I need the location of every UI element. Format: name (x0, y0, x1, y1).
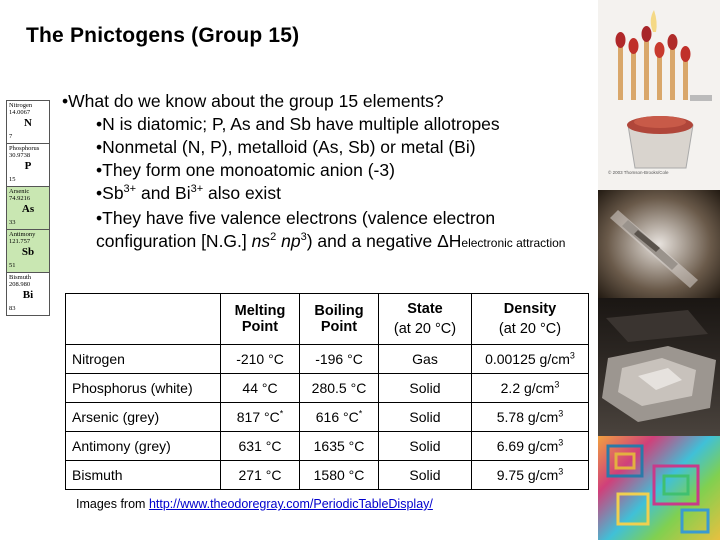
bullet-valence: •They have five valence electrons (valence electron configuration [N.G.] $ns^2$ $np^3$) and a negative ΔHelectronic attraction (96, 208, 566, 251)
row-name: Antimony (grey) (66, 432, 221, 461)
element-mass: 74.9216 (9, 195, 31, 202)
header-empty (66, 294, 221, 345)
antimony-chunks-illustration (598, 298, 720, 436)
matches-photo (598, 0, 720, 190)
melting-cell: 631 °C (221, 432, 300, 461)
element-mass: 121.757 (9, 238, 31, 245)
boiling-cell: 280.5 °C (300, 374, 379, 403)
matches-and-red-phosphorus-illustration (598, 0, 720, 190)
element-mass: 14.0067 (9, 109, 31, 116)
density-cell: 2.2 $g/cm^3$ (472, 374, 589, 403)
header-melting: Melting Point (221, 294, 300, 345)
element-name: Bismuth (9, 274, 32, 281)
row-name: Phosphorus (white) (66, 374, 221, 403)
bullet-main: •What do we know about the group 15 elements? (62, 91, 444, 111)
element-number: 7 (9, 133, 13, 140)
melting-cell: 817 °C* (221, 403, 300, 432)
element-name: Arsenic (9, 188, 30, 195)
boiling-cell: 616 °C* (300, 403, 379, 432)
bismuth-crystal-illustration (598, 436, 720, 540)
bullet-diatomic: •N is diatomic; P, As and Sb have multiple allotropes (96, 114, 500, 134)
density-cell: 5.78 $g/cm^3$ (472, 403, 589, 432)
element-symbol: As (21, 203, 35, 215)
element-cell-nitrogen (7, 101, 49, 144)
element-cell-bismuth (7, 273, 49, 315)
state-cell: Gas (379, 345, 472, 374)
element-symbol: N (24, 117, 32, 129)
row-name: Bismuth (66, 461, 221, 490)
arsenic-crystals-illustration (598, 190, 720, 298)
image-credit: Images from http://www.theodoregray.com/PeriodicTableDisplay/ (76, 497, 433, 511)
boiling-cell: 1580 °C (300, 461, 379, 490)
element-symbol: P (24, 160, 32, 172)
state-cell: Solid (379, 432, 472, 461)
photo-column (598, 0, 720, 540)
arsenic-ampoule-photo (598, 190, 720, 298)
element-cell-antimony (7, 230, 49, 273)
element-name: Nitrogen (9, 102, 33, 109)
periodic-strip (6, 100, 50, 316)
properties-table (65, 293, 589, 490)
header-boiling: Boiling Point (300, 294, 379, 345)
slide-title: The Pnictogens (Group 15) (26, 24, 300, 47)
element-mass: 208.980 (9, 281, 31, 288)
bullet-classification: •Nonmetal (N, P), metalloid (As, Sb) or metal (Bi) (96, 137, 476, 157)
boiling-cell: -196 °C (300, 345, 379, 374)
header-state: State (at 20 °C) (379, 294, 472, 345)
melting-cell: 271 °C (221, 461, 300, 490)
melting-cell: -210 °C (221, 345, 300, 374)
element-number: 83 (9, 305, 16, 312)
element-symbol: Sb (21, 246, 35, 258)
element-cell-arsenic (7, 187, 49, 230)
row-name: Nitrogen (66, 345, 221, 374)
boiling-cell: 1635 °C (300, 432, 379, 461)
element-number: 51 (9, 262, 16, 269)
element-number: 15 (9, 176, 16, 183)
element-cell-phosphorus (7, 144, 49, 187)
table-header-row (66, 294, 589, 345)
table-row (66, 461, 589, 490)
density-cell: 9.75 $g/cm^3$ (472, 461, 589, 490)
credit-link[interactable]: http://www.theodoregray.com/PeriodicTableDisplay/ (148, 497, 433, 511)
table-row (66, 345, 589, 374)
bismuth-crystal-photo (598, 436, 720, 540)
table-row (66, 374, 589, 403)
bullet-cations: $•Sb^{3+}$ and $Bi^{3+}$ also exist (96, 183, 281, 203)
bullet-anion: •They form one monoatomic anion (-3) (96, 160, 395, 180)
melting-cell: 44 °C (221, 374, 300, 403)
state-cell: Solid (379, 461, 472, 490)
density-cell: 0.00125 $g/cm^3$ (472, 345, 589, 374)
photo-caption: © 2003 Thomson-Brooks/Cole (608, 170, 669, 175)
row-name: Arsenic (grey) (66, 403, 221, 432)
element-name: Antimony (9, 231, 36, 238)
density-cell: 6.69 $g/cm^3$ (472, 432, 589, 461)
antimony-photo (598, 298, 720, 436)
element-symbol: Bi (22, 289, 34, 301)
state-cell: Solid (379, 374, 472, 403)
element-mass: 30.9738 (9, 152, 31, 159)
header-density: Density (at 20 °C) (472, 294, 589, 345)
element-name: Phosphorus (9, 145, 40, 152)
element-number: 33 (9, 219, 16, 226)
bullet-list (62, 90, 582, 255)
table-row (66, 432, 589, 461)
table-row (66, 403, 589, 432)
state-cell: Solid (379, 403, 472, 432)
